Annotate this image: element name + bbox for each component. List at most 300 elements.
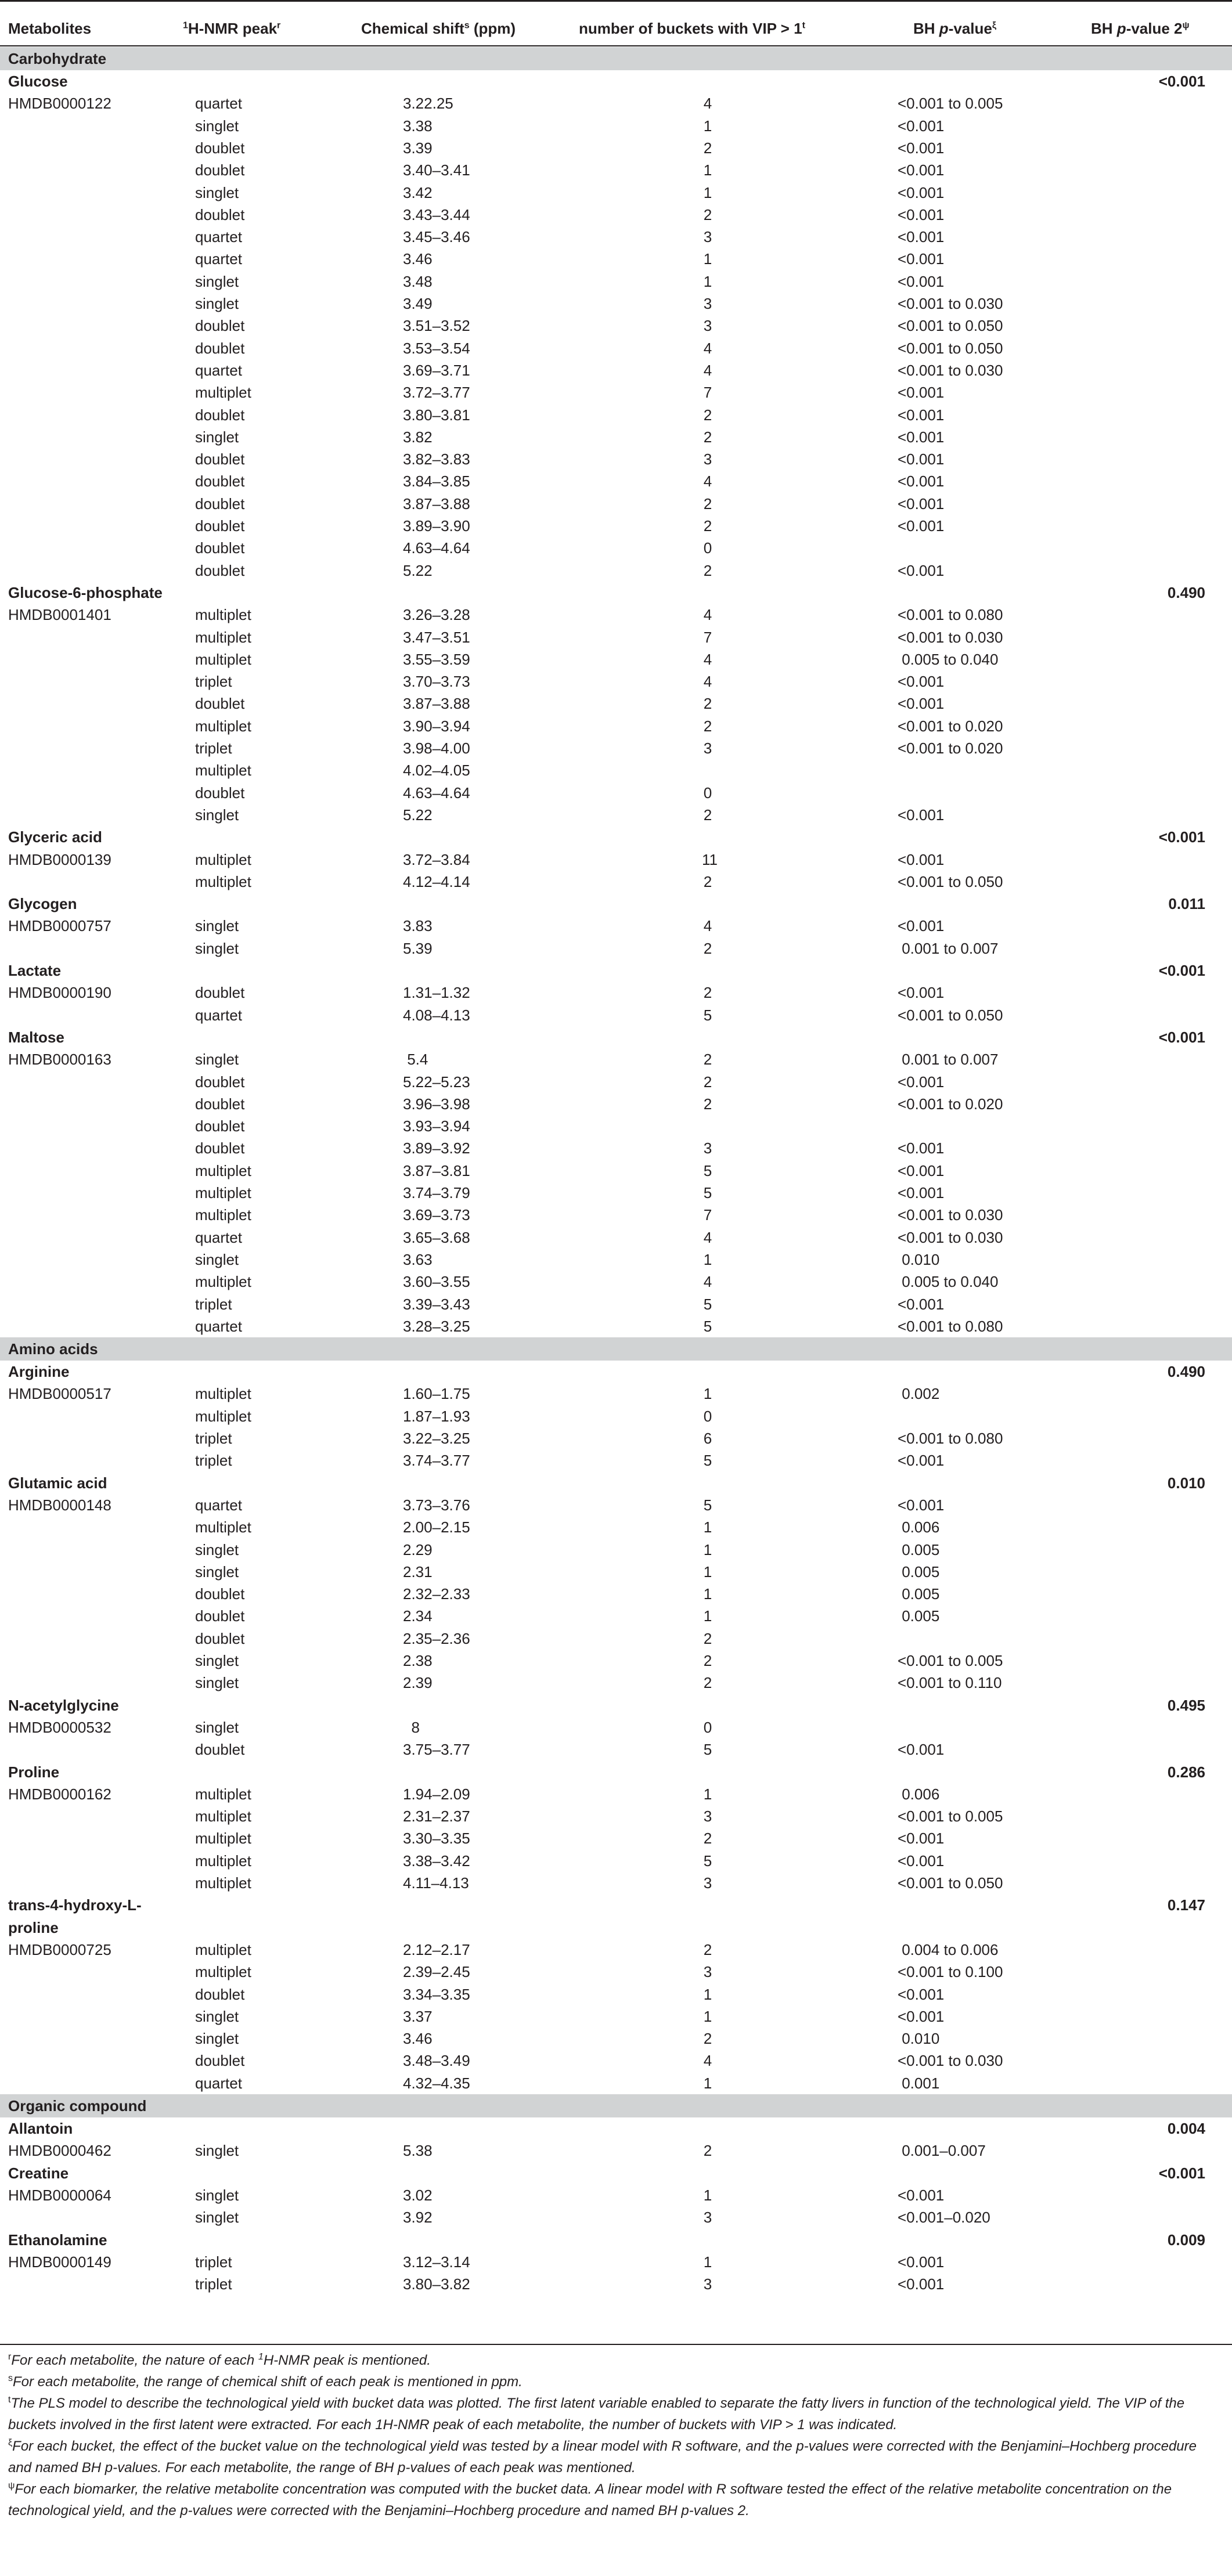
chemical-shift: 5.4 xyxy=(403,1051,428,1069)
chemical-shift: 3.98–4.00 xyxy=(403,739,470,757)
chemical-shift: 8 xyxy=(403,1718,420,1736)
peak-type: doublet xyxy=(195,784,245,802)
hmdb-id: HMDB0000139 xyxy=(8,850,111,868)
bucket-count: 1 xyxy=(703,1985,712,2003)
peak-type: multiplet xyxy=(195,1830,251,1848)
chemical-shift: 3.37 xyxy=(403,2007,433,2025)
metabolite-name: Maltose xyxy=(8,1028,64,1046)
peak-type: doublet xyxy=(195,1073,245,1091)
peak-row xyxy=(0,1271,1232,1293)
chemical-shift: 3.89–3.90 xyxy=(403,517,470,535)
metabolite-name-row xyxy=(0,826,1232,849)
bucket-count: 2 xyxy=(703,2030,712,2048)
peak-type: multiplet xyxy=(195,1874,251,1892)
peak-type: singlet xyxy=(195,1540,239,1558)
peak-type: multiplet xyxy=(195,1161,251,1179)
peak-row xyxy=(0,804,1232,827)
bh-pvalue: <0.001 xyxy=(898,850,945,868)
bh-pvalue: <0.001 to 0.050 xyxy=(898,1006,1003,1024)
bucket-count: 1 xyxy=(703,161,712,179)
chemical-shift: 2.31–2.37 xyxy=(403,1807,470,1825)
chemical-shift: 3.72–3.84 xyxy=(403,850,470,868)
bucket-count: 2 xyxy=(703,1051,712,1069)
bh-pvalue: 0.005 xyxy=(898,1563,940,1581)
peak-row xyxy=(0,1249,1232,1271)
bucket-count: 5 xyxy=(703,1006,712,1024)
peak-row xyxy=(0,204,1232,226)
bucket-count: 2 xyxy=(703,1095,712,1113)
bucket-count: 3 xyxy=(703,2209,712,2227)
peak-row xyxy=(0,1293,1232,1316)
bh-pvalue: <0.001 xyxy=(898,272,945,290)
peak-type: singlet xyxy=(195,1563,239,1581)
header-nmr-peak: $^1$H-NMR peak$^r$ xyxy=(183,20,281,37)
peak-row xyxy=(0,404,1232,427)
bucket-count: 1 xyxy=(703,2007,712,2025)
peak-type: quartet xyxy=(195,95,242,113)
bucket-count: 1 xyxy=(703,272,712,290)
peak-type: singlet xyxy=(195,183,239,201)
bh-pvalue: <0.001 to 0.050 xyxy=(898,339,1003,357)
footnote-text: For each metabolite, the nature of each xyxy=(11,2353,258,2368)
bucket-count: 3 xyxy=(703,295,712,312)
bh-pvalue: <0.001 xyxy=(898,1830,945,1848)
bucket-count: 2 xyxy=(703,495,712,513)
bh-pvalue: <0.001 xyxy=(898,1295,945,1313)
bh-pvalue-2: <0.001 xyxy=(1158,962,1205,979)
chemical-shift: 3.80–3.81 xyxy=(403,406,470,424)
bucket-count: 4 xyxy=(703,1273,712,1291)
peak-type: doublet xyxy=(195,1629,245,1647)
bh-pvalue: <0.001 xyxy=(898,1985,945,2003)
peak-type: multiplet xyxy=(195,717,251,735)
bh-pvalue: <0.001 xyxy=(898,161,945,179)
peak-row xyxy=(0,1605,1232,1628)
peak-row xyxy=(0,1716,1232,1739)
bucket-count: 1 xyxy=(703,183,712,201)
peak-row xyxy=(0,1115,1232,1138)
chemical-shift: 3.47–3.51 xyxy=(403,628,470,646)
peak-row xyxy=(0,648,1232,671)
footnotes xyxy=(8,2350,1216,2521)
bucket-count: 5 xyxy=(703,1741,712,1759)
chemical-shift: 3.74–3.79 xyxy=(403,1184,470,1202)
bucket-count: 3 xyxy=(703,228,712,246)
peak-row xyxy=(0,1383,1232,1405)
chemical-shift: 3.69–3.73 xyxy=(403,1206,470,1224)
bh-pvalue: <0.001 to 0.030 xyxy=(898,1206,1003,1224)
peak-row xyxy=(0,493,1232,515)
peak-row xyxy=(0,337,1232,360)
peak-row xyxy=(0,315,1232,337)
metabolite-name: Glucose-6-phosphate xyxy=(8,583,163,601)
bh-pvalue: <0.001 xyxy=(898,2275,945,2293)
bucket-count: 2 xyxy=(703,205,712,223)
chemical-shift: 3.39 xyxy=(403,139,433,157)
metabolite-name: Glucose xyxy=(8,73,68,90)
bucket-count: 2 xyxy=(703,517,712,535)
metabolite-name: Creatine xyxy=(8,2164,69,2182)
bucket-count: 3 xyxy=(703,450,712,468)
peak-row xyxy=(0,2027,1232,2050)
peak-row xyxy=(0,560,1232,582)
bucket-count: 2 xyxy=(703,561,712,579)
bh-pvalue: 0.001 to 0.007 xyxy=(898,1051,999,1069)
bucket-count: 2 xyxy=(703,1830,712,1848)
chemical-shift: 3.93–3.94 xyxy=(403,1117,470,1135)
bucket-count: 4 xyxy=(703,606,712,624)
peak-type: doublet xyxy=(195,2052,245,2070)
bh-pvalue: <0.001 xyxy=(898,561,945,579)
chemical-shift: 3.48 xyxy=(403,272,433,290)
hmdb-id: HMDB0000149 xyxy=(8,2253,111,2271)
chemical-shift: 3.89–3.92 xyxy=(403,1139,470,1157)
peak-row xyxy=(0,1539,1232,1561)
peak-type: singlet xyxy=(195,1250,239,1268)
bucket-count: 5 xyxy=(703,1317,712,1335)
peak-type: singlet xyxy=(195,1718,239,1736)
peak-type: multiplet xyxy=(195,606,251,624)
peak-type: doublet xyxy=(195,1585,245,1603)
peak-type: multiplet xyxy=(195,384,251,402)
peak-row xyxy=(0,1583,1232,1606)
bh-pvalue: 0.002 xyxy=(898,1385,940,1403)
peak-row xyxy=(0,1071,1232,1094)
metabolite-name-row xyxy=(0,2162,1232,2185)
bh-pvalue: <0.001 to 0.050 xyxy=(898,317,1003,335)
chemical-shift: 3.39–3.43 xyxy=(403,1295,470,1313)
bucket-count: 0 xyxy=(703,1718,712,1736)
chemical-shift: 5.22 xyxy=(403,806,433,824)
bucket-count: 1 xyxy=(703,1385,712,1403)
peak-type: doublet xyxy=(195,205,245,223)
bh-pvalue: <0.001 to 0.080 xyxy=(898,606,1003,624)
peak-type: doublet xyxy=(195,406,245,424)
chemical-shift: 3.55–3.59 xyxy=(403,650,470,668)
peak-row xyxy=(0,1561,1232,1583)
peak-type: singlet xyxy=(195,272,239,290)
bh-pvalue: 0.006 xyxy=(898,1785,940,1803)
hmdb-id: HMDB0000148 xyxy=(8,1496,111,1514)
bh-pvalue: <0.001 to 0.110 xyxy=(898,1674,1002,1692)
bucket-count: 4 xyxy=(703,650,712,668)
footnote-marker: s xyxy=(8,2373,13,2383)
metabolite-name-row xyxy=(0,2117,1232,2140)
peak-type: multiplet xyxy=(195,1385,251,1403)
hmdb-id: HMDB0000462 xyxy=(8,2142,111,2160)
footnote-marker: t xyxy=(8,2395,11,2405)
bh-pvalue: <0.001 to 0.050 xyxy=(898,872,1003,890)
bucket-count: 1 xyxy=(703,1540,712,1558)
chemical-shift: 2.32–2.33 xyxy=(403,1585,470,1603)
chemical-shift: 3.40–3.41 xyxy=(403,161,470,179)
hmdb-id: HMDB0000517 xyxy=(8,1385,111,1403)
chemical-shift: 2.34 xyxy=(403,1607,433,1625)
hmdb-id: HMDB0000122 xyxy=(8,95,111,113)
peak-type: doublet xyxy=(195,495,245,513)
peak-type: triplet xyxy=(195,1430,232,1447)
peak-row xyxy=(0,1672,1232,1694)
peak-type: quartet xyxy=(195,2074,242,2092)
chemical-shift: 5.39 xyxy=(403,939,433,957)
peak-type: multiplet xyxy=(195,1206,251,1224)
bh-pvalue: <0.001 xyxy=(898,1184,945,1202)
chemical-shift: 3.48–3.49 xyxy=(403,2052,470,2070)
bh-pvalue: <0.001 xyxy=(898,2007,945,2025)
chemical-shift: 3.74–3.77 xyxy=(403,1452,470,1470)
peak-type: doublet xyxy=(195,317,245,335)
bh-pvalue: <0.001 xyxy=(898,117,945,135)
hmdb-id: HMDB0000725 xyxy=(8,1940,111,1958)
peak-type: doublet xyxy=(195,1741,245,1759)
bucket-count: 1 xyxy=(703,1585,712,1603)
bh-pvalue-2: <0.001 xyxy=(1158,1028,1205,1046)
metabolite-name: Glutamic acid xyxy=(8,1474,107,1492)
bh-pvalue: <0.001 to 0.005 xyxy=(898,95,1003,113)
bucket-count: 5 xyxy=(703,1496,712,1514)
bucket-count: 2 xyxy=(703,139,712,157)
bh-pvalue: <0.001 to 0.005 xyxy=(898,1652,1003,1669)
bucket-count: 7 xyxy=(703,384,712,402)
chemical-shift: 2.38 xyxy=(403,1652,433,1669)
peak-row xyxy=(0,782,1232,804)
bh-pvalue: <0.001 xyxy=(898,139,945,157)
peak-row xyxy=(0,937,1232,960)
bucket-count: 1 xyxy=(703,1518,712,1536)
chemical-shift: 3.38–3.42 xyxy=(403,1852,470,1870)
peak-row xyxy=(0,515,1232,537)
peak-row xyxy=(0,1850,1232,1873)
peak-row xyxy=(0,226,1232,248)
chemical-shift: 1.87–1.93 xyxy=(403,1407,470,1425)
bucket-count: 2 xyxy=(703,939,712,957)
chemical-shift: 1.60–1.75 xyxy=(403,1385,470,1403)
hmdb-id: HMDB0001401 xyxy=(8,606,111,624)
bucket-count: 3 xyxy=(703,1874,712,1892)
bucket-count: 4 xyxy=(703,472,712,490)
bucket-count: 2 xyxy=(703,1674,712,1692)
metabolite-name: Proline xyxy=(8,1763,60,1781)
chemical-shift: 3.96–3.98 xyxy=(403,1095,470,1113)
bucket-count: 3 xyxy=(703,2275,712,2293)
bucket-count: 2 xyxy=(703,428,712,446)
bucket-count: 5 xyxy=(703,1852,712,1870)
metabolite-name-cont: proline xyxy=(8,1918,59,1936)
peak-type: singlet xyxy=(195,295,239,312)
metabolite-name-row xyxy=(0,1026,1232,1049)
peak-row xyxy=(0,670,1232,693)
peak-row xyxy=(0,381,1232,404)
bh-pvalue: <0.001 xyxy=(898,250,945,268)
bh-pvalue: <0.001 to 0.030 xyxy=(898,628,1003,646)
peak-type: multiplet xyxy=(195,628,251,646)
chemical-shift: 3.87–3.88 xyxy=(403,495,470,513)
peak-type: quartet xyxy=(195,1228,242,1246)
bh-pvalue: <0.001 xyxy=(898,495,945,513)
peak-type: singlet xyxy=(195,2142,239,2160)
bucket-count: 2 xyxy=(703,717,712,735)
bh-pvalue: <0.001 xyxy=(898,1139,945,1157)
peak-row xyxy=(0,1427,1232,1450)
chemical-shift: 3.92 xyxy=(403,2209,433,2227)
peak-type: singlet xyxy=(195,917,239,935)
footnote-text: For each bucket, the effect of the bucket value on the technological yield was tested by a linear model with R software, and the p-values were corrected with the Benjamini–Hochberg procedure and named BH p-values. For each metabolite, the range of BH p-values of each peak was mentioned. xyxy=(8,2438,1197,2476)
hmdb-id: HMDB0000064 xyxy=(8,2186,111,2204)
footnote-text: For each metabolite, the range of chemical shift of each peak is mentioned in ppm. xyxy=(13,2374,523,2390)
metabolite-name-row xyxy=(0,1361,1232,1383)
peak-type: quartet xyxy=(195,250,242,268)
peak-row xyxy=(0,2072,1232,2095)
footnote xyxy=(8,2371,1216,2393)
peak-row xyxy=(0,1204,1232,1226)
bh-pvalue-2: 0.495 xyxy=(1167,1696,1205,1714)
chemical-shift: 3.87–3.88 xyxy=(403,695,470,713)
chemical-shift: 3.49 xyxy=(403,295,433,312)
chemical-shift: 3.38 xyxy=(403,117,433,135)
chemical-shift: 3.28–3.25 xyxy=(403,1317,470,1335)
peak-type: doublet xyxy=(195,695,245,713)
bh-pvalue-2: 0.010 xyxy=(1167,1474,1205,1492)
peak-row xyxy=(0,1805,1232,1828)
peak-type: triplet xyxy=(195,1452,232,1470)
bh-pvalue: <0.001 to 0.030 xyxy=(898,2052,1003,2070)
chemical-shift: 3.72–3.77 xyxy=(403,384,470,402)
bh-pvalue: <0.001 xyxy=(898,205,945,223)
chemical-shift: 3.90–3.94 xyxy=(403,717,470,735)
chemical-shift: 3.22–3.25 xyxy=(403,1430,470,1447)
peak-row xyxy=(0,871,1232,893)
peak-row xyxy=(0,1738,1232,1761)
peak-type: doublet xyxy=(195,1139,245,1157)
bucket-count: 1 xyxy=(703,2186,712,2204)
chemical-shift: 4.63–4.64 xyxy=(403,784,470,802)
chemical-shift: 3.84–3.85 xyxy=(403,472,470,490)
bucket-count: 1 xyxy=(703,1607,712,1625)
hmdb-id: HMDB0000163 xyxy=(8,1051,111,1069)
bh-pvalue: <0.001 to 0.030 xyxy=(898,295,1003,312)
bucket-count: 6 xyxy=(703,1430,712,1447)
bh-pvalue-2: 0.147 xyxy=(1167,1896,1205,1914)
peak-row xyxy=(0,1004,1232,1027)
metabolite-name-row xyxy=(0,1472,1232,1495)
bh-pvalue: 0.004 to 0.006 xyxy=(898,1940,999,1958)
header-buckets: number of buckets with VIP > $1^t$ xyxy=(579,20,805,37)
peak-row xyxy=(0,1405,1232,1428)
header-bh-pvalue: BH p-value$^\xi$ xyxy=(913,20,996,37)
bh-pvalue: <0.001 to 0.020 xyxy=(898,717,1003,735)
footnote-text: H-NMR peak is mentioned. xyxy=(263,2353,431,2368)
metabolite-name-row xyxy=(0,1761,1232,1784)
bucket-count: 3 xyxy=(703,1963,712,1981)
bh-pvalue-2: 0.490 xyxy=(1167,583,1205,601)
bucket-count: 2 xyxy=(703,872,712,890)
bucket-count: 4 xyxy=(703,673,712,691)
peak-row xyxy=(0,115,1232,138)
peak-row xyxy=(0,159,1232,182)
bucket-count: 1 xyxy=(703,1785,712,1803)
peak-type: doublet xyxy=(195,339,245,357)
peak-row xyxy=(0,1939,1232,1961)
hmdb-id: HMDB0000190 xyxy=(8,984,111,1002)
chemical-shift: 3.12–3.14 xyxy=(403,2253,470,2271)
metabolite-name-row xyxy=(0,1694,1232,1717)
bh-pvalue: <0.001–0.020 xyxy=(898,2209,990,2227)
chemical-shift: 2.31 xyxy=(403,1563,433,1581)
bucket-count: 4 xyxy=(703,95,712,113)
bucket-count: 5 xyxy=(703,1184,712,1202)
category-row xyxy=(0,2094,1232,2117)
peak-type: doublet xyxy=(195,561,245,579)
bh-pvalue: <0.001 xyxy=(898,1161,945,1179)
hmdb-id: HMDB0000757 xyxy=(8,917,111,935)
chemical-shift: 2.39–2.45 xyxy=(403,1963,470,1981)
bucket-count: 3 xyxy=(703,739,712,757)
bucket-count: 2 xyxy=(703,984,712,1002)
bh-pvalue-2: 0.009 xyxy=(1167,2231,1205,2249)
peak-type: triplet xyxy=(195,2275,232,2293)
peak-type: multiplet xyxy=(195,650,251,668)
bh-pvalue: 0.001 to 0.007 xyxy=(898,939,999,957)
bh-pvalue: <0.001 to 0.020 xyxy=(898,739,1003,757)
peak-type: multiplet xyxy=(195,762,251,780)
chemical-shift: 3.73–3.76 xyxy=(403,1496,470,1514)
bh-pvalue-2: 0.011 xyxy=(1168,895,1205,913)
chemical-shift: 3.30–3.35 xyxy=(403,1830,470,1848)
bh-pvalue: <0.001 to 0.005 xyxy=(898,1807,1003,1825)
peak-type: quartet xyxy=(195,1006,242,1024)
bh-pvalue: <0.001 xyxy=(898,517,945,535)
footnote xyxy=(8,2436,1216,2478)
bh-pvalue: <0.001 xyxy=(898,472,945,490)
chemical-shift: 4.08–4.13 xyxy=(403,1006,470,1024)
metabolite-name: Arginine xyxy=(8,1363,70,1381)
header-chemical-shift: Chemical shift$^s$ (ppm) xyxy=(361,20,516,37)
bucket-count: 3 xyxy=(703,317,712,335)
peak-type: multiplet xyxy=(195,1518,251,1536)
footnote-text: The PLS model to describe the technological yield with bucket data was plotted. The first latent variable enabled to separate the fatty livers in function of the technological yield. The VIP of the buckets involved in the first latent were extracted. For each 1H-NMR peak of each metabolite, the number of buckets with VIP > 1 was indicated. xyxy=(8,2395,1185,2433)
chemical-shift: 3.82 xyxy=(403,428,433,446)
chemical-shift: 5.22 xyxy=(403,561,433,579)
chemical-shift: 3.45–3.46 xyxy=(403,228,470,246)
metabolite-name-row xyxy=(0,893,1232,915)
header-metabolites: Metabolites xyxy=(8,20,92,37)
peak-row xyxy=(0,915,1232,937)
peak-type: doublet xyxy=(195,1985,245,2003)
chemical-shift: 3.63 xyxy=(403,1250,433,1268)
metabolite-name: trans-4-hydroxy-L- xyxy=(8,1896,142,1914)
header-rule xyxy=(0,45,1232,46)
bucket-count: 0 xyxy=(703,784,712,802)
bh-pvalue-2: <0.001 xyxy=(1158,2164,1205,2182)
bh-pvalue: <0.001 xyxy=(898,228,945,246)
chemical-shift: 5.38 xyxy=(403,2142,433,2160)
chemical-shift: 2.35–2.36 xyxy=(403,1629,470,1647)
chemical-shift: 3.02 xyxy=(403,2186,433,2204)
bh-pvalue-2: 0.286 xyxy=(1167,1763,1205,1781)
peak-type: singlet xyxy=(195,2007,239,2025)
bucket-count: 4 xyxy=(703,339,712,357)
peak-type: multiplet xyxy=(195,1940,251,1958)
peak-row xyxy=(0,2184,1232,2207)
bh-pvalue: <0.001 xyxy=(898,2253,945,2271)
peak-row xyxy=(0,715,1232,738)
peak-type: singlet xyxy=(195,806,239,824)
peak-type: quartet xyxy=(195,1496,242,1514)
peak-type: multiplet xyxy=(195,1273,251,1291)
bh-pvalue: 0.010 xyxy=(898,1250,940,1268)
peak-row xyxy=(0,1516,1232,1539)
peak-type: singlet xyxy=(195,1674,239,1692)
